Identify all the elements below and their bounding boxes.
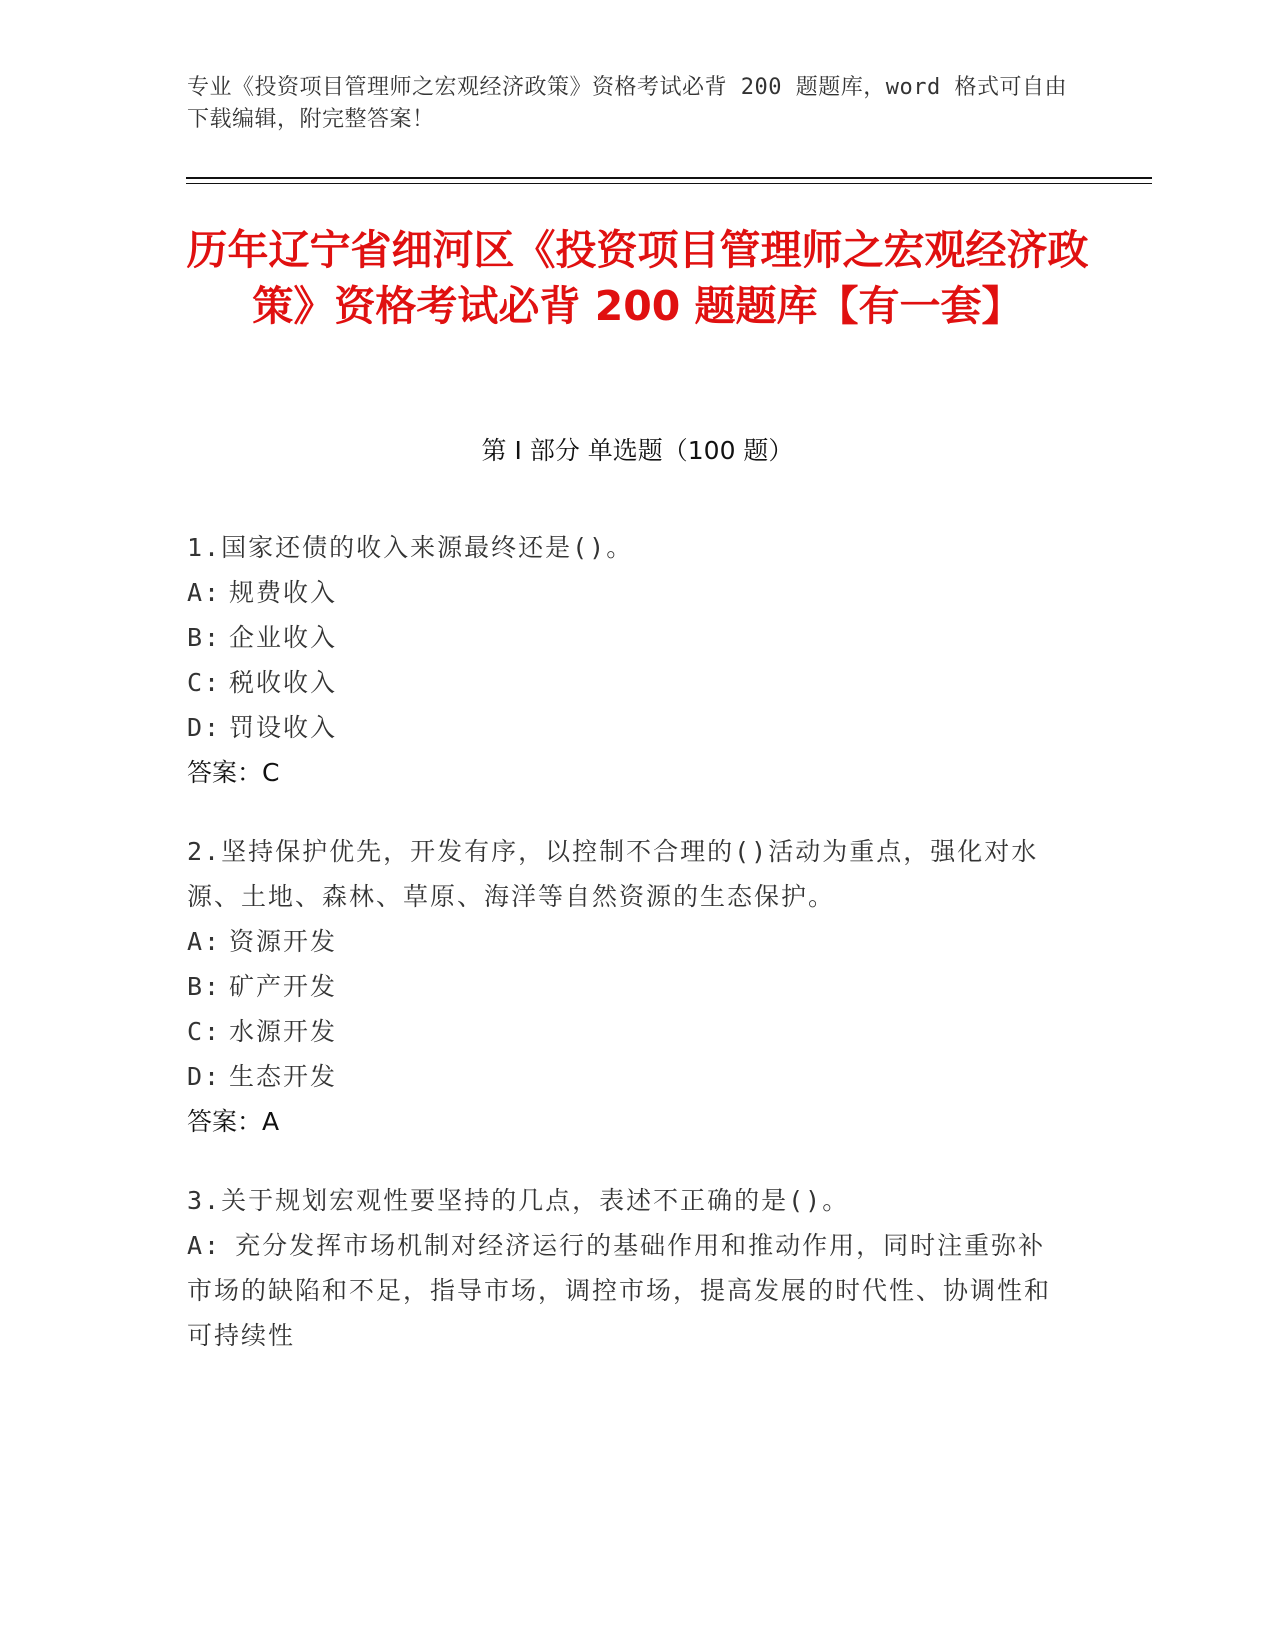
option-d [187,1054,1067,1099]
option-text: 资源开发 [229,927,338,956]
option-a [187,570,1067,615]
answer: 答案：C [187,758,280,787]
header-rule-thick [186,177,1152,179]
option-letter: C: [187,668,222,697]
option-letter: A: [187,927,222,956]
option-letter: B: [187,623,222,652]
header-note: 专业《投资项目管理师之宏观经济政策》资格考试必背 200 题题库，word 格式可自由下载编辑，附完整答案！ [187,75,1067,132]
option-letter: D: [187,1062,222,1091]
question-2 [187,829,1067,1144]
option-text: 矿产开发 [229,972,338,1001]
option-letter: A: [187,1231,222,1260]
option-b [187,964,1067,1009]
option-text: 规费收入 [229,578,338,607]
header-rule-thin [186,183,1152,184]
question-stem: 1.国家还债的收入来源最终还是()。 [187,533,634,562]
option-text: 罚设收入 [229,713,338,742]
option-text: 生态开发 [229,1062,338,1091]
option-text: 企业收入 [229,623,338,652]
question-stem: 2.坚持保护优先，开发有序，以控制不合理的()活动为重点，强化对水源、土地、森林、草原、海洋等自然资源的生态保护。 [187,837,1039,911]
option-letter: B: [187,972,222,1001]
option-text: 税收收入 [229,668,338,697]
question-stem: 3.关于规划宏观性要坚持的几点，表述不正确的是()。 [187,1186,850,1215]
option-c [187,660,1067,705]
question-3 [187,1178,1067,1358]
document-title: 历年辽宁省细河区《投资项目管理师之宏观经济政策》资格考试必背 200 题题库【有一套】 [186,226,1089,330]
option-b [187,615,1067,660]
section-title: 第 I 部分 单选题（100 题） [481,436,794,465]
question-1 [187,525,1067,795]
option-letter: D: [187,713,222,742]
option-letter: A: [187,578,222,607]
question-list [187,525,1067,1392]
option-c [187,1009,1067,1054]
option-letter: C: [187,1017,222,1046]
option-text: 充分发挥市场机制对经济运行的基础作用和推动作用，同时注重弥补市场的缺陷和不足，指导市场，调控市场，提高发展的时代性、协调性和可持续性 [187,1231,1052,1350]
option-d [187,705,1067,750]
option-a [187,1223,1067,1358]
answer: 答案：A [187,1107,280,1136]
option-a [187,919,1067,964]
option-text: 水源开发 [229,1017,338,1046]
